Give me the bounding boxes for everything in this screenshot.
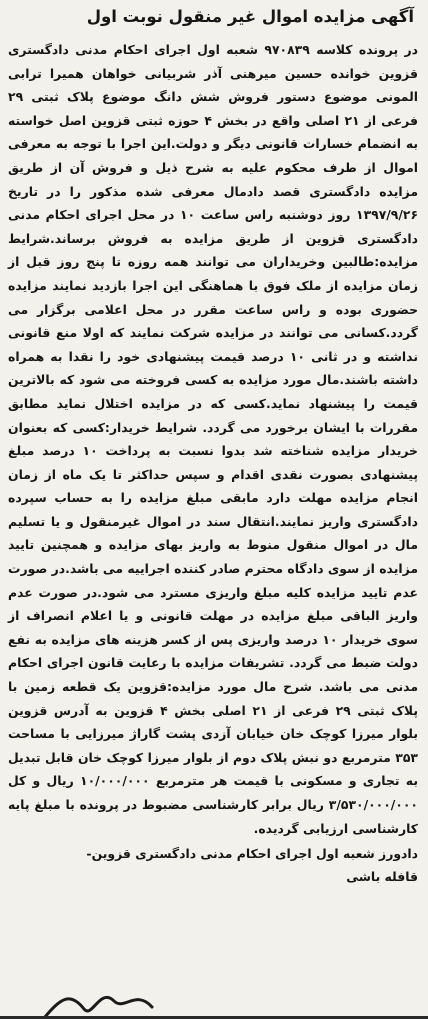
notice-body: در پرونده کلاسه ۹۷۰۸۳۹ شعبه اول اجرای احکام مدنی دادگستری قزوین خوانده حسین میرهنی آذر شربیانی خواهان همیرا ترابی المونی موضوع دستور فروش شش دانگ موضوع پلاک ثبتی ۲۹ فرعی از ۲۱ اصلی واقع در بخش ۴ حوزه ثبتی قزوین اصل خواسته به انضمام خسارات قانونی دیگر و دولت.این اجرا با توجه به معرفی اموال از طرف محکوم علیه به شرح ذیل و فروش آن از طریق مزایده دادگستری قصد دادمال معرفی شده مذکور را در تاریخ ۱۳۹۷/۹/۲۶ روز دوشنبه راس ساعت ۱۰ در محل اجرای احکام مدنی دادگستری قزوین از طریق مزایده به فروش برساند.شرایط مزایده:طالبین وخریداران می توانند همه روزه تا پنج روز قبل از زمان مزایده از ملک فوق با هماهنگی این اجرا بازدید نمایند مزایده حضوری بوده و راس ساعت مقرر در محل اعلامی برگزار می گردد.کسانی می توانند در مزایده شرکت نمایند که اولا منع قانونی نداشته و در ثانی ۱۰ درصد قیمت پیشنهادی خود را نقدا به همراه داشته باشند.مال مورد مزایده به کسی فروخته می شود که بالاترین قیمت را پیشنهاد نماید.کسی که در مزایده اختلال نماید مطابق مقررات با ایشان برخورد می گردد. شرایط خریدار:کسی که بعنوان خریدار مزایده شناخته شد بدوا نسبت به پرداخت ۱۰ درصد مبلغ پیشنهادی بصورت نقدی اقدام و سپس حداکثر تا یک ماه از زمان انجام مزایده مهلت دارد مابقی مبلغ مزایده را به حساب سپرده دادگستری واریز نمایند.انتقال سند در اموال غیرمنقول و یا تسلیم مال در اموال منقول منوط به واریز بهای مزایده و همچنین تایید مزایده از سوی دادگاه محترم صادر کننده اجراییه می باشد.در صورت عدم تایید مزایده کلیه مبلغ واریزی مسترد می شود.در صورت عدم واریز الباقی مبلغ مزایده در مهلت قانونی و یا اعلام انصراف از سوی خریدار ۱۰ درصد واریزی پس از کسر هزینه های مزایده به نفع دولت ضبط می گردد. تشریفات مزایده با رعایت قانون اجرای احکام مدنی می باشد. شرح مال مورد مزایده:قزوین یک قطعه زمین با پلاک ثبتی ۲۹ فرعی از ۲۱ اصلی بخش ۴ قزوین به آدرس قزوین بلوار میرزا کوچک خان خیابان آزدی پشت گاراژ میرزایی با مساحت ۳۵۳ مترمربع دو نبش پلاک دوم از بلوار میرزا کوچک خان قابل تبدیل به تجاری و مسکونی با قیمت هر مترمربع ۱۰/۰۰۰/۰۰۰ ریال و کل ۳/۵۳۰/۰۰۰/۰۰۰ ریال برابر کارشناسی مضبوط در پرونده با مبلغ پایه کارشناسی ارزیابی گردیده.: [8, 42, 419, 836]
signature-line: دادورز شعبه اول اجرای احکام مدنی دادگستری قزوین- قافله باشی: [86, 846, 418, 885]
notice-title: آگهی مزایده اموال غیر منقول نوبت اول: [86, 7, 414, 26]
handwritten-mark: [40, 979, 170, 1019]
